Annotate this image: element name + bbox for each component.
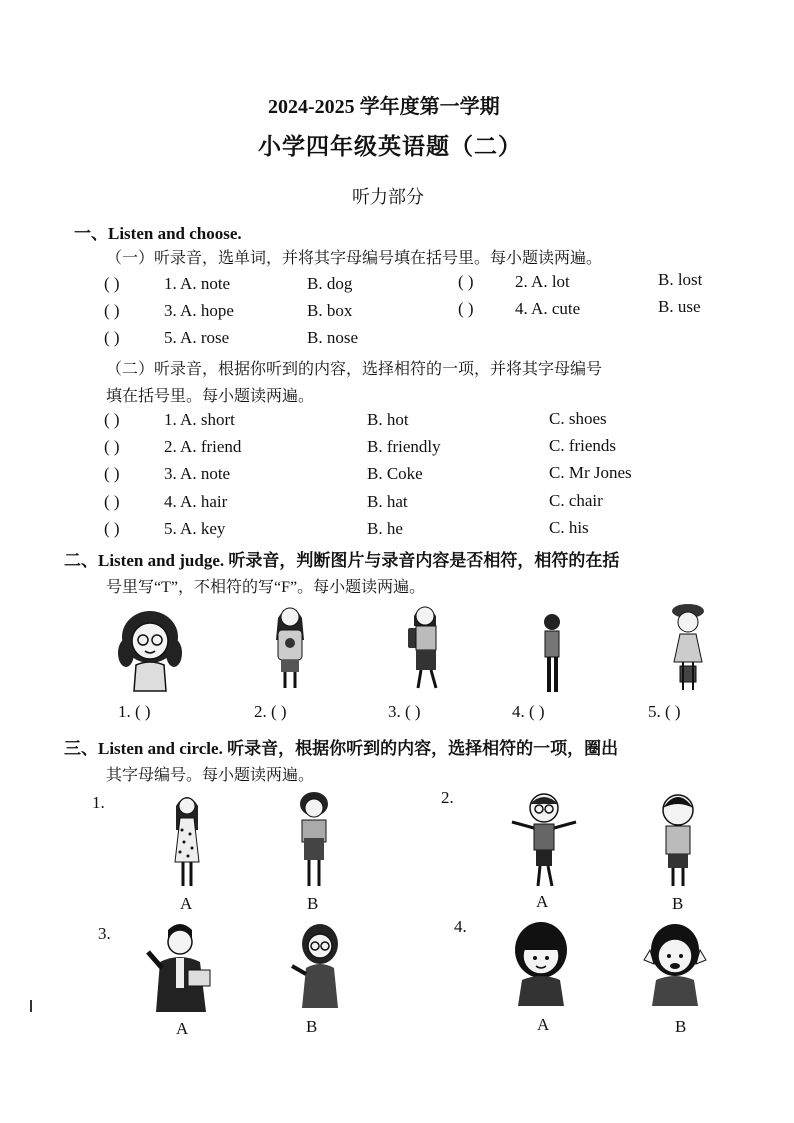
boy-dark-hair-figure: [656, 790, 700, 890]
man-teacher-pointing-figure: [142, 922, 218, 1014]
option-a-label[interactable]: A: [176, 1019, 189, 1038]
section3-heading-line2: 其字母编号。每小题读两遍。: [106, 767, 315, 784]
option-b: B. hot: [367, 410, 409, 429]
section1-partb-instruction-line1: （二）听录音，根据你听到的内容，选择相符的一项，并将其字母编号: [106, 361, 603, 378]
option-a: 2. A. lot: [515, 272, 570, 291]
circle-question-number: 3.: [98, 924, 111, 943]
option-a-label[interactable]: A: [537, 1015, 550, 1034]
girl-waving-figure: [640, 920, 710, 1008]
option-c: C. his: [549, 518, 589, 537]
option-b: B. lost: [658, 270, 703, 289]
answer-bracket[interactable]: ( ): [104, 328, 120, 347]
option-a-label[interactable]: A: [180, 894, 193, 913]
circle-question-number: 4.: [454, 917, 467, 936]
option-b: B. friendly: [367, 437, 441, 456]
circle-question-number: 1.: [92, 793, 105, 812]
section1-heading: 一、Listen and choose.: [74, 224, 242, 243]
margin-mark: [30, 1000, 38, 1012]
exam-subtitle: 小学四年级英语题（二）: [258, 134, 522, 159]
section1-parta-instruction: （一）听录音，选单词，并将其字母编号填在括号里。每小题读两遍。: [106, 250, 603, 267]
option-a: 5. A. key: [164, 519, 226, 538]
option-b: B. he: [367, 519, 403, 538]
section1-partb-instruction-line2: 填在括号里。每小题读两遍。: [106, 388, 315, 405]
judge-answer-1[interactable]: 1. ( ): [118, 702, 151, 721]
option-a-label[interactable]: A: [536, 892, 549, 911]
section2-heading-line2: 号里写“T”，不相符的写“F”。每小题读两遍。: [106, 579, 426, 596]
answer-bracket[interactable]: ( ): [104, 519, 120, 538]
girl-flower-shirt-figure: [270, 600, 310, 692]
girl-hat-suitcase-figure: [666, 602, 710, 694]
option-c: C. Mr Jones: [549, 463, 632, 482]
woman-glasses-figure: [288, 922, 348, 1010]
judge-answer-4[interactable]: 4. ( ): [512, 702, 545, 721]
judge-answer-2[interactable]: 2. ( ): [254, 702, 287, 721]
answer-bracket[interactable]: ( ): [104, 410, 120, 429]
option-b: B. use: [658, 297, 701, 316]
option-a: 4. A. hair: [164, 492, 228, 511]
option-b: B. hat: [367, 492, 408, 511]
option-c: C. chair: [549, 491, 603, 510]
answer-bracket[interactable]: ( ): [458, 299, 474, 318]
answer-bracket[interactable]: ( ): [104, 437, 120, 456]
option-c: C. friends: [549, 436, 617, 455]
girl-dotted-dress-figure: [168, 790, 206, 890]
option-a: 4. A. cute: [515, 299, 581, 318]
circle-question-number: 2.: [441, 788, 454, 807]
option-a: 5. A. rose: [164, 328, 230, 347]
option-b-label[interactable]: B: [306, 1017, 318, 1036]
option-b: B. box: [307, 301, 353, 320]
option-b-label[interactable]: B: [672, 894, 684, 913]
section3-heading-line1: 三、Listen and circle. 听录音，根据你听到的内容，选择相符的一项，圈出: [64, 739, 619, 758]
section2-heading-line1: 二、Listen and judge. 听录音，判断图片与录音内容是否相符，相符的在括: [64, 551, 620, 570]
girl-overalls-figure: [294, 790, 334, 890]
answer-bracket[interactable]: ( ): [104, 464, 120, 483]
part-title: 听力部分: [352, 187, 424, 207]
option-a: 2. A. friend: [164, 437, 242, 456]
answer-bracket[interactable]: ( ): [104, 274, 120, 293]
option-c: C. shoes: [549, 409, 607, 428]
answer-bracket[interactable]: ( ): [458, 272, 474, 291]
answer-bracket[interactable]: ( ): [104, 492, 120, 511]
girl-bangs-figure: [508, 920, 574, 1008]
girl-backpack-figure: [404, 600, 446, 692]
option-a: 3. A. hope: [164, 301, 234, 320]
option-a: 1. A. note: [164, 274, 231, 293]
answer-bracket[interactable]: ( ): [104, 301, 120, 320]
option-b: B. nose: [307, 328, 358, 347]
judge-answer-5[interactable]: 5. ( ): [648, 702, 681, 721]
exam-year-title: 2024-2025 学年度第一学期: [268, 96, 500, 118]
judge-answer-3[interactable]: 3. ( ): [388, 702, 421, 721]
boy-standing-figure: [540, 612, 564, 694]
boy-glasses-arms-out-figure: [508, 790, 580, 890]
option-b: B. dog: [307, 274, 353, 293]
girl-glasses-figure: [118, 605, 182, 693]
option-a: 3. A. note: [164, 464, 231, 483]
option-b-label[interactable]: B: [675, 1017, 687, 1036]
option-a: 1. A. short: [164, 410, 235, 429]
option-b: B. Coke: [367, 464, 423, 483]
option-b-label[interactable]: B: [307, 894, 319, 913]
